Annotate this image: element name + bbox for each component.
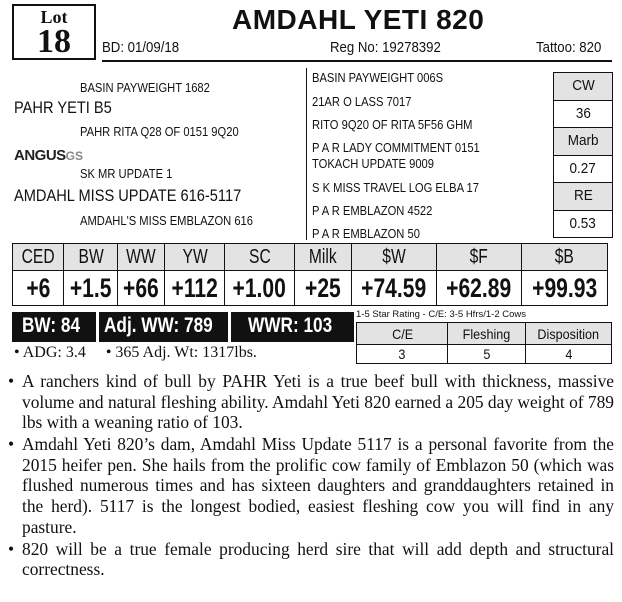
description-text: A ranchers kind of bull by PAHR Yeti is a true beef bull with thickness, massive volume and natural fleshing ability. Amdahl Yeti 820 earned a 205 day weight of 789 lbs with a weaning ratio of 103. [22,371,614,433]
bullet-icon: • [8,538,15,559]
epd-header: YW [165,244,225,271]
pedigree-divider [306,68,307,240]
lot-number: 18 [37,23,71,60]
epd-value: +1.5 [64,271,118,306]
adg-line [14,344,257,362]
pedigree-dam-dam: AMDAHL'S MISS EMBLAZON 616 [80,213,253,228]
carcass-value: 0.53 [569,214,597,232]
bullet-icon: • [8,371,15,391]
epd-value: +25 [294,271,351,306]
pedigree-great-grand: P A R EMBLAZON 4522 [312,203,433,218]
reg-number: Reg No: 19278392 [330,39,441,56]
angus-logo-suffix: GS [65,149,84,163]
epd-header: $W [351,244,436,271]
epd-value: +62.89 [436,271,521,306]
actual-adj-ww: Adj. WW: 789 [104,314,213,337]
header-divider [102,60,612,62]
pedigree-sire: PAHR YETI B5 [14,98,112,117]
star-rating-value: 5 [448,345,526,364]
pedigree-great-grand: P A R EMBLAZON 50 [312,226,420,241]
pedigree-great-grand: BASIN PAYWEIGHT 006S [312,70,444,85]
bullet-icon: • [8,434,15,455]
actuals-bar [12,312,354,342]
actual-bw: BW: 84 [22,314,81,337]
carcass-label: CW [554,73,612,101]
pedigree-great-grand: RITO 9Q20 OF RITA 5F56 GHM [312,117,473,132]
epd-value: +1.00 [225,271,294,306]
star-rating-caption: 1-5 Star Rating - C/E: 3-5 Hfrs/1-2 Cows [356,309,526,320]
carcass-value: 36 [554,101,612,129]
carcass-epd-box [553,72,613,238]
birth-date: BD: 01/09/18 [102,39,180,56]
pedigree-great-grand: P A R LADY COMMITMENT 0151 [312,140,480,155]
epd-table [12,243,608,306]
lot-box [12,4,96,60]
pedigree-dam: AMDAHL MISS UPDATE 616-5117 [14,186,242,205]
description [8,371,614,581]
star-rating-value: 4 [526,345,612,364]
epd-value: +66 [118,271,165,306]
description-text: 820 will be a true female producing herd sire that will add depth and structural correctness. [22,538,614,580]
star-rating-value-row [357,345,612,364]
pedigree-great-grand: 21AR O LASS 7017 [312,94,412,109]
pedigree-great-grand: TOKACH UPDATE 9009 [312,156,434,171]
carcass-value: 0.27 [554,156,612,184]
description-text: Amdahl Yeti 820’s dam, Amdahl Miss Update 5117 is a personal favorite from the 2015 heifer pen. She hails from the prolific cow family of Emblazon 50 (which was flushed numerous times and has sixteen daughters and granddaughters retained in the herd). 5117 is the longest bodied, easiest fleshing cow you will find in any pasture. [22,434,614,537]
carcass-label: Marb [554,128,612,156]
pedigree-sire-dam: PAHR RITA Q28 OF 0151 9Q20 [80,124,239,139]
pedigree-sire-sire: BASIN PAYWEIGHT 1682 [80,80,210,95]
epd-value: +74.59 [351,271,436,306]
lot-label: Lot [40,7,68,27]
epd-value-row [13,271,608,306]
carcass-label: RE [554,183,612,211]
epd-header: WW [118,244,165,271]
pedigree-dam-sire: SK MR UPDATE 1 [80,166,173,181]
pedigree-great-grand: S K MISS TRAVEL LOG ELBA 17 [312,180,479,195]
star-rating-table [356,322,612,364]
epd-header: BW [64,244,118,271]
epd-value: +99.93 [521,271,607,306]
star-rating-value: 3 [357,345,448,364]
actuals-separator [96,312,99,342]
registration-row [102,38,612,60]
angus-logo-word: ANGUS [14,147,66,164]
description-paragraph [8,434,614,537]
epd-header: $F [436,244,521,271]
description-paragraph [8,371,614,433]
adjusted-weight: • 365 Adj. Wt: 1317lbs. [105,344,257,361]
tattoo: Tattoo: 820 [536,39,602,56]
actuals-separator [228,312,231,342]
angus-gs-logo [14,147,82,167]
star-rating-header-row [357,323,612,345]
description-paragraph [8,539,614,580]
actual-wwr: WWR: 103 [248,314,333,337]
star-rating-header: C/E [357,323,448,345]
epd-header: CED [13,244,64,271]
epd-value: +6 [13,271,64,306]
star-rating-header: Disposition [526,323,612,345]
animal-name: AMDAHL YETI 820 [232,4,485,35]
epd-header: SC [225,244,294,271]
adg-value: • ADG: 3.4 [14,344,86,361]
epd-header: $B [521,244,607,271]
epd-header-row [13,244,608,271]
epd-header: Milk [294,244,351,271]
star-rating-header: Fleshing [448,323,526,345]
epd-value: +112 [165,271,225,306]
